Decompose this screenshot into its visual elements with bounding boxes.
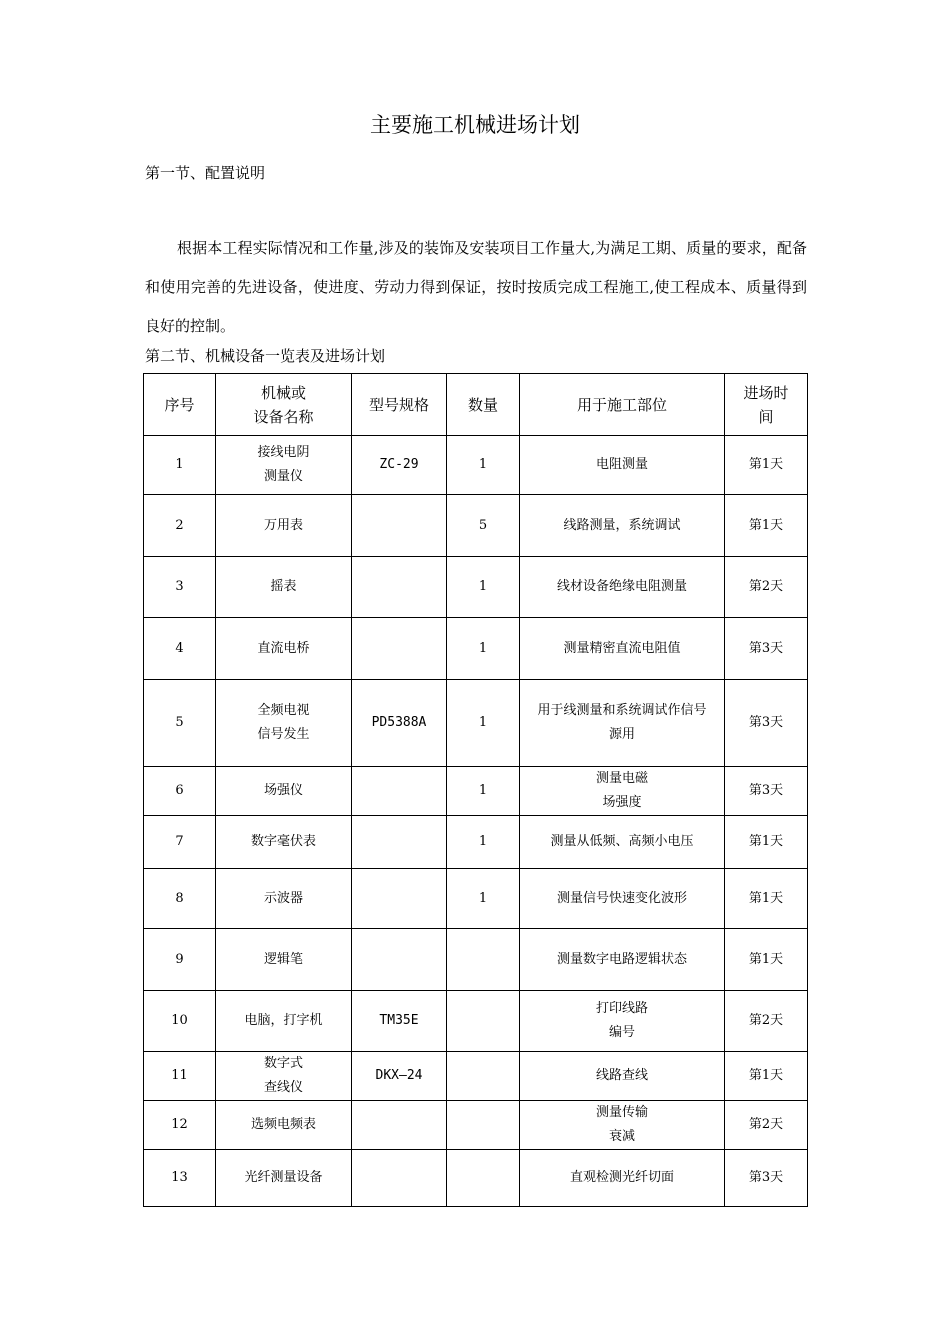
table-row [144, 618, 808, 680]
cell-arrival-time: 第2天 [725, 991, 808, 1052]
cell-usage-line: 测量精密直流电阻值 [563, 640, 681, 656]
cell-no: 4 [144, 618, 216, 680]
cell-usage-line: 源用 [608, 727, 635, 742]
cell-equipment-name-line: 万用表 [263, 517, 303, 533]
cell-equipment-name-line: 电脑，打字机 [244, 1013, 323, 1028]
cell-equipment-name [216, 1150, 352, 1207]
cell-equipment-name [216, 680, 352, 767]
cell-equipment-name [216, 1052, 352, 1101]
header-arrival-time-line2: 间 [758, 407, 774, 426]
cell-usage-line: 打印线路 [595, 1001, 648, 1016]
cell-equipment-name-line: 选频电频表 [250, 1117, 316, 1132]
cell-no: 11 [144, 1052, 216, 1101]
cell-equipment-name-line: 数字式 [263, 1056, 303, 1071]
cell-quantity [447, 1052, 520, 1101]
table-row [144, 1101, 808, 1150]
cell-equipment-name-line: 光纤测量设备 [244, 1170, 323, 1185]
cell-equipment-name [216, 436, 352, 495]
cell-usage [520, 680, 725, 767]
cell-arrival-time: 第1天 [725, 1052, 808, 1101]
cell-usage [520, 495, 725, 557]
cell-usage-line: 测量从低频、高频小电压 [550, 834, 694, 849]
cell-model: TM35E [352, 991, 447, 1052]
cell-arrival-time: 第1天 [725, 869, 808, 929]
cell-arrival-time: 第3天 [725, 618, 808, 680]
cell-model [352, 495, 447, 557]
cell-arrival-time: 第3天 [725, 1150, 808, 1207]
cell-equipment-name-line: 直流电桥 [257, 640, 310, 656]
cell-equipment-name [216, 816, 352, 869]
cell-equipment-name [216, 767, 352, 816]
table-row [144, 869, 808, 929]
cell-equipment-name [216, 495, 352, 557]
cell-model: ZC-29 [352, 436, 447, 495]
table-row [144, 1052, 808, 1101]
cell-model: PD5388A [352, 680, 447, 767]
cell-model [352, 618, 447, 680]
cell-quantity: 1 [447, 680, 520, 767]
table-row [144, 1150, 808, 1207]
cell-usage-line: 线材设备绝缘电阻测量 [556, 579, 687, 594]
cell-equipment-name [216, 557, 352, 618]
section-heading-equipment-list: 第二节、机械设备一览表及进场计划 [145, 347, 386, 365]
cell-no: 7 [144, 816, 216, 869]
cell-equipment-name-line: 摇表 [270, 579, 297, 594]
cell-model [352, 816, 447, 869]
cell-quantity [447, 929, 520, 991]
cell-equipment-name-line: 示波器 [263, 890, 303, 906]
cell-usage-line: 直观检测光纤切面 [569, 1170, 674, 1185]
cell-equipment-name [216, 929, 352, 991]
cell-quantity: 1 [447, 557, 520, 618]
cell-quantity: 5 [447, 495, 520, 557]
cell-usage [520, 1150, 725, 1207]
cell-model [352, 929, 447, 991]
header-equipment-name-line1: 机械或 [260, 383, 306, 402]
cell-usage [520, 816, 725, 869]
cell-quantity: 1 [447, 618, 520, 680]
section-heading-config: 第一节、配置说明 [145, 164, 266, 182]
cell-equipment-name-line: 接线电阴 [257, 445, 310, 460]
cell-usage [520, 1101, 725, 1150]
table-row [144, 680, 808, 767]
table-row [144, 557, 808, 618]
cell-equipment-name-line: 信号发生 [257, 727, 310, 742]
cell-equipment-name-line: 测量仪 [263, 469, 303, 484]
cell-usage-line: 测量电磁 [595, 771, 648, 786]
cell-usage-line: 衰减 [608, 1129, 635, 1144]
header-arrival-time-line1: 进场时 [743, 383, 789, 402]
cell-no: 1 [144, 436, 216, 495]
cell-equipment-name-line: 场强仪 [263, 783, 303, 798]
equipment-table-body [144, 436, 808, 1207]
cell-usage [520, 929, 725, 991]
cell-equipment-name [216, 618, 352, 680]
cell-model [352, 557, 447, 618]
cell-usage-line: 测量信号快速变化波形 [556, 890, 687, 906]
table-row [144, 929, 808, 991]
cell-usage [520, 869, 725, 929]
cell-usage [520, 1052, 725, 1101]
cell-model [352, 767, 447, 816]
header-equipment-name-line2: 设备名称 [253, 407, 314, 426]
cell-no: 3 [144, 557, 216, 618]
cell-equipment-name-line: 查线仪 [263, 1080, 303, 1095]
cell-arrival-time: 第1天 [725, 436, 808, 495]
cell-arrival-time: 第3天 [725, 767, 808, 816]
cell-usage-line: 用于线测量和系统调试作信号 [537, 703, 707, 718]
cell-no: 9 [144, 929, 216, 991]
cell-model: DKX—24 [352, 1052, 447, 1101]
cell-usage-line: 测量数字电路逻辑状态 [556, 951, 687, 967]
cell-no: 5 [144, 680, 216, 767]
cell-quantity: 1 [447, 436, 520, 495]
table-header-row [144, 374, 808, 436]
cell-equipment-name [216, 991, 352, 1052]
cell-no: 6 [144, 767, 216, 816]
cell-usage [520, 991, 725, 1052]
page-title: 主要施工机械进场计划 [370, 113, 580, 137]
header-model: 型号规格 [352, 374, 447, 436]
cell-usage [520, 767, 725, 816]
table-row [144, 991, 808, 1052]
cell-quantity [447, 1101, 520, 1150]
cell-equipment-name [216, 869, 352, 929]
cell-quantity: 1 [447, 869, 520, 929]
cell-model [352, 1101, 447, 1150]
cell-usage [520, 436, 725, 495]
cell-no: 12 [144, 1101, 216, 1150]
header-no: 序号 [144, 374, 216, 436]
table-row [144, 767, 808, 816]
cell-no: 13 [144, 1150, 216, 1207]
cell-arrival-time: 第1天 [725, 929, 808, 991]
cell-arrival-time: 第1天 [725, 816, 808, 869]
cell-arrival-time: 第2天 [725, 1101, 808, 1150]
cell-no: 2 [144, 495, 216, 557]
header-equipment-name [216, 374, 352, 436]
cell-usage-line: 编号 [608, 1025, 635, 1040]
cell-arrival-time: 第1天 [725, 495, 808, 557]
header-quantity: 数量 [447, 374, 520, 436]
cell-usage-line: 场强度 [602, 795, 642, 810]
cell-usage [520, 618, 725, 680]
cell-quantity: 1 [447, 767, 520, 816]
cell-usage [520, 557, 725, 618]
cell-equipment-name [216, 1101, 352, 1150]
config-description-paragraph: 根据本工程实际情况和工作量,涉及的装饰及安装项目工作量大,为满足工期、质量的要求，配备和使用完善的先进设备，使进度、劳动力得到保证，按时按质完成工程施工,使工程成本、质量得到良好的控制。 [145, 239, 807, 335]
cell-quantity [447, 991, 520, 1052]
cell-usage-line: 线路测量，系统调试 [563, 517, 681, 533]
table-row [144, 816, 808, 869]
cell-no: 10 [144, 991, 216, 1052]
cell-equipment-name-line: 数字毫伏表 [250, 834, 316, 849]
cell-usage-line: 测量传输 [595, 1105, 648, 1120]
table-row [144, 436, 808, 495]
cell-equipment-name-line: 全频电视 [257, 703, 310, 718]
cell-quantity [447, 1150, 520, 1207]
cell-arrival-time: 第2天 [725, 557, 808, 618]
equipment-table [143, 373, 808, 1207]
table-row [144, 495, 808, 557]
cell-equipment-name-line: 逻辑笔 [263, 951, 303, 967]
cell-quantity: 1 [447, 816, 520, 869]
cell-usage-line: 线路查线 [595, 1068, 648, 1083]
cell-arrival-time: 第3天 [725, 680, 808, 767]
header-usage: 用于施工部位 [520, 374, 725, 436]
header-arrival-time [725, 374, 808, 436]
cell-usage-line: 电阻测量 [595, 457, 648, 472]
cell-model [352, 1150, 447, 1207]
cell-no: 8 [144, 869, 216, 929]
cell-model [352, 869, 447, 929]
